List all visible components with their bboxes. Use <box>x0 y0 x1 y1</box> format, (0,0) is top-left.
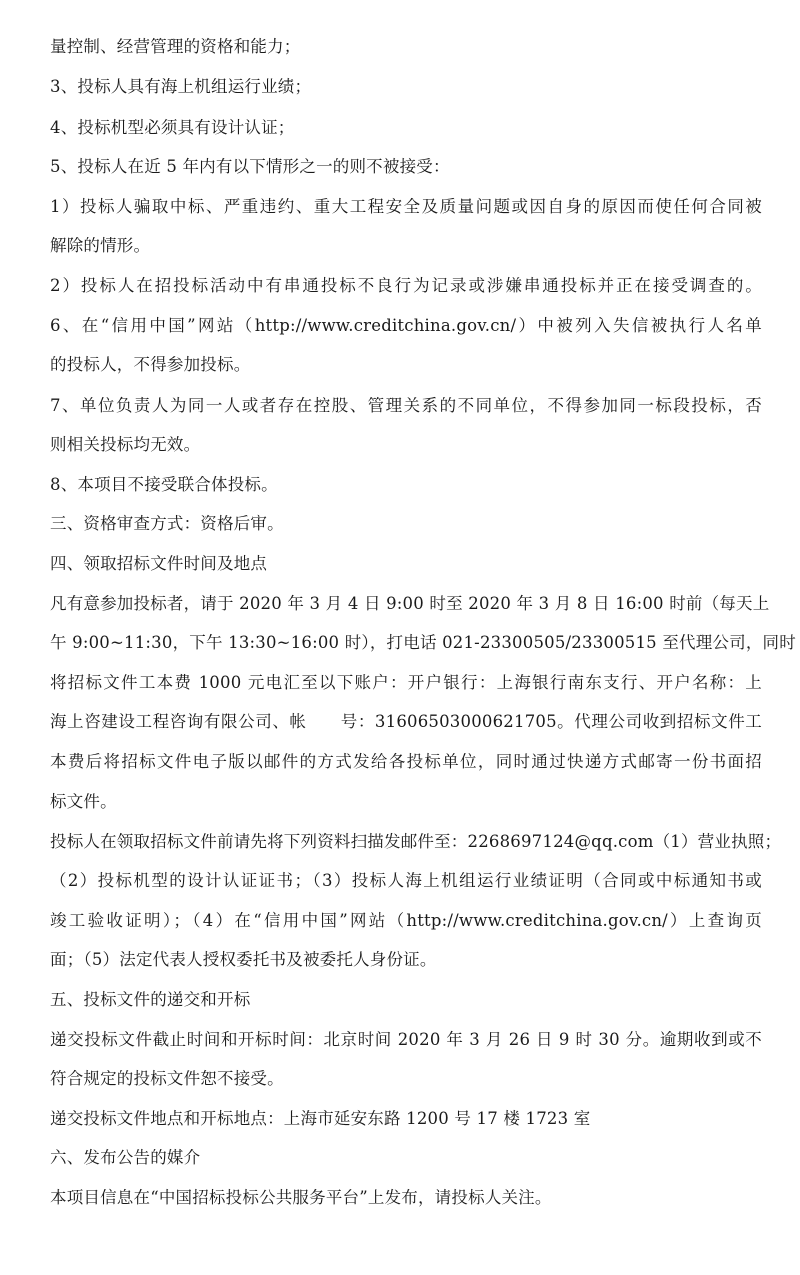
text-line: 午 9:00~11:30，下午 13:30~16:00 时），打电话 021-23300505/23300515 至代理公司，同时 <box>50 633 796 652</box>
text-line: 投标人在领取招标文件前请先将下列资料扫描发邮件至：2268697124@qq.com（1）营业执照； <box>50 832 782 851</box>
text-line: 8、本项目不接受联合体投标。 <box>50 475 278 494</box>
text-line: 3、投标人具有海上机组运行业绩； <box>50 77 312 96</box>
text-line: （2）投标机型的设计认证证书；（3）投标人海上机组运行业绩证明（合同或中标通知书或 <box>50 871 762 890</box>
text-line: 递交投标文件截止时间和开标时间：北京时间 2020 年 3 月 26 日 9 时 30 分。逾期收到或不 <box>50 1030 762 1049</box>
text-line: 2）投标人在招投标活动中有串通投标不良行为记录或涉嫌串通投标并正在接受调查的。 <box>50 276 762 295</box>
text-line: 7、单位负责人为同一人或者存在控股、管理关系的不同单位，不得参加同一标段投标，否 <box>50 396 762 415</box>
text-line: 解除的情形。 <box>50 236 151 255</box>
text-line: 面；（5）法定代表人授权委托书及被委托人身份证。 <box>50 950 437 969</box>
text-line: 6、在“信用中国”网站（http://www.creditchina.gov.cn/）中被列入失信被执行人名单 <box>50 316 762 335</box>
text-line: 海上咨建设工程咨询有限公司、帐 号：31606503000621705。代理公司收到招标文件工 <box>50 712 762 731</box>
text-line: 将招标文件工本费 1000 元电汇至以下账户：开户银行：上海银行南东支行、开户名称：上 <box>50 673 762 692</box>
text-line: 1）投标人骗取中标、严重违约、重大工程安全及质量问题或因自身的原因而使任何合同被 <box>50 197 762 216</box>
text-line: 符合规定的投标文件恕不接受。 <box>50 1069 284 1088</box>
text-line: 标文件。 <box>50 792 117 811</box>
text-line: 本费后将招标文件电子版以邮件的方式发给各投标单位，同时通过快递方式邮寄一份书面招 <box>50 752 762 771</box>
text-line: 4、投标机型必须具有设计认证； <box>50 118 295 137</box>
section-heading: 四、领取招标文件时间及地点 <box>50 554 268 573</box>
text-line: 则相关投标均无效。 <box>50 435 201 454</box>
section-heading: 六、发布公告的媒介 <box>50 1148 201 1167</box>
section-heading: 三、资格审查方式：资格后审。 <box>50 514 284 533</box>
section-heading: 五、投标文件的递交和开标 <box>50 990 251 1009</box>
text-line: 递交投标文件地点和开标地点：上海市延安东路 1200 号 17 楼 1723 室 <box>50 1109 591 1128</box>
text-line: 5、投标人在近 5 年内有以下情形之一的则不被接受： <box>50 157 450 176</box>
text-line: 凡有意参加投标者，请于 2020 年 3 月 4 日 9:00 时至 2020 年 3 月 8 日 16:00 时前（每天上 <box>50 594 770 613</box>
text-line: 的投标人，不得参加投标。 <box>50 355 251 374</box>
text-line: 本项目信息在“中国招标投标公共服务平台”上发布，请投标人关注。 <box>50 1188 552 1207</box>
text-line: 竣工验收证明）；（4）在“信用中国”网站（http://www.creditchina.gov.cn/）上查询页 <box>50 911 762 930</box>
text-line: 量控制、经营管理的资格和能力； <box>50 37 301 56</box>
